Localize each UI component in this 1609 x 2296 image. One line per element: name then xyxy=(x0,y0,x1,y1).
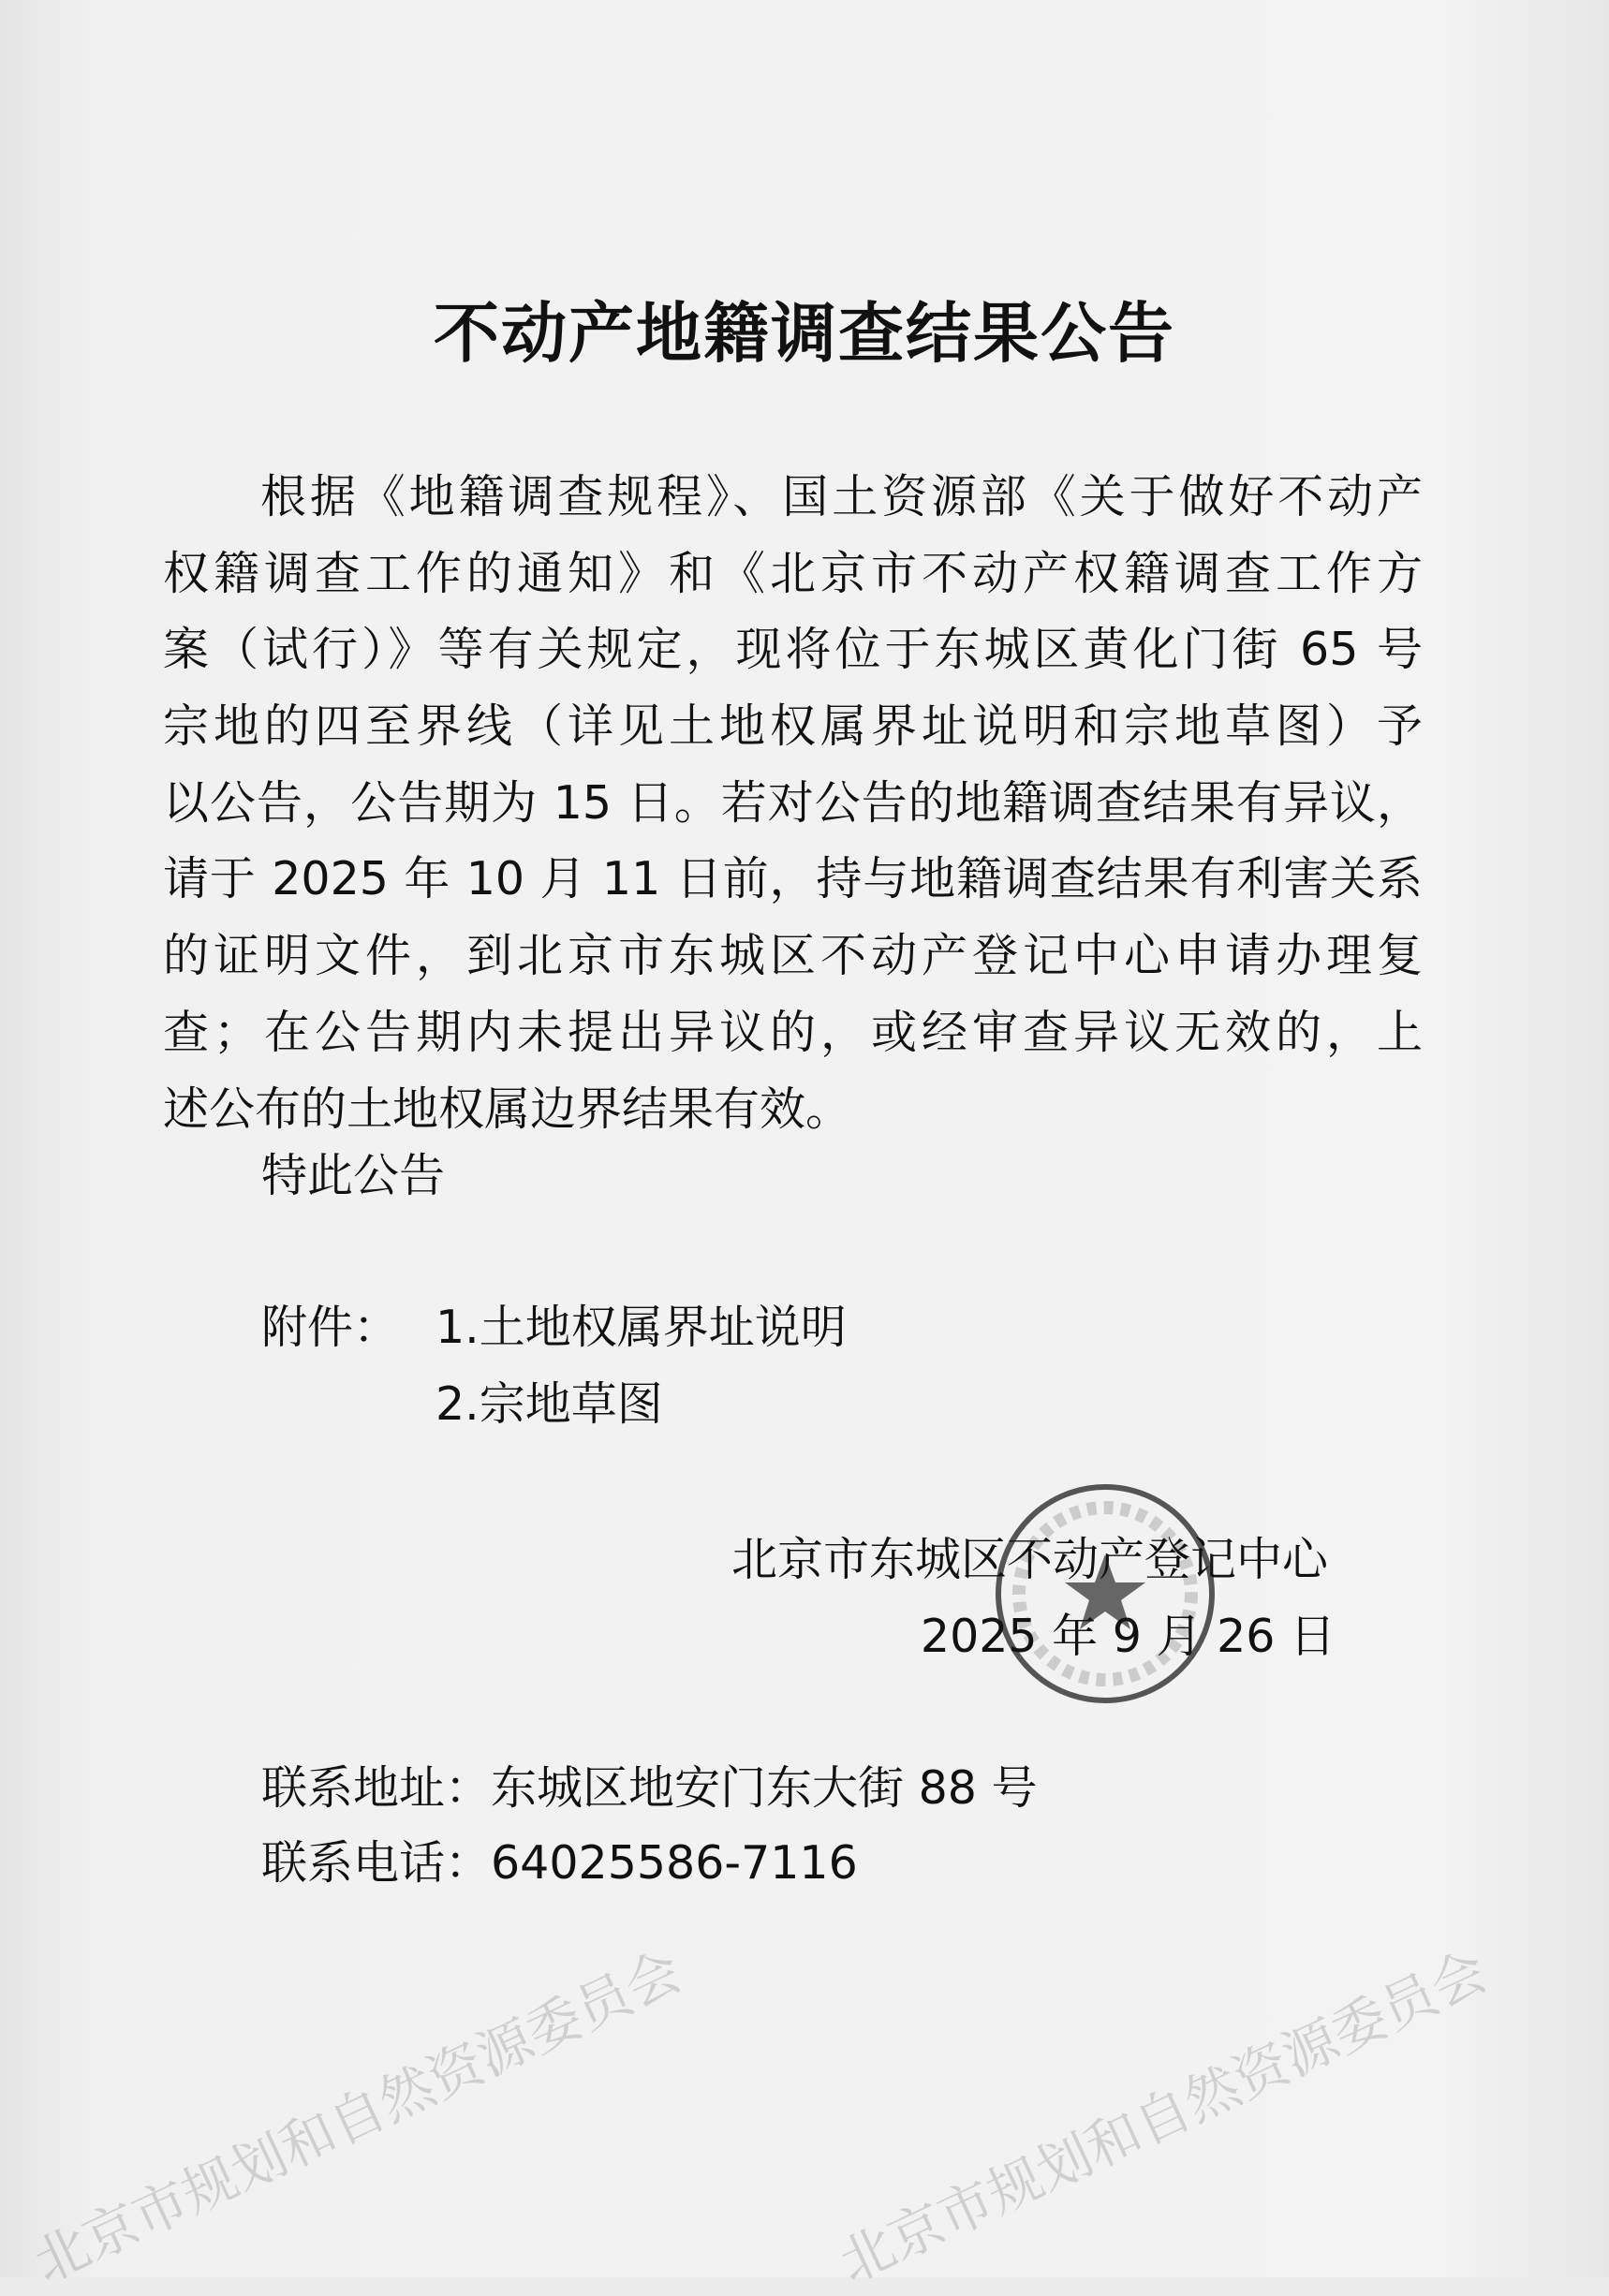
contact-address: 联系地址：东城区地安门东大街 88 号 xyxy=(261,1761,1038,1815)
signature-date: 2025 年 9 月 26 日 xyxy=(920,1610,1336,1663)
body-line: 宗地的四至界线（详见土地权属界址说明和宗地草图）予 xyxy=(163,699,1423,754)
attachments-label: 附件： xyxy=(261,1301,400,1354)
contact-phone: 联系电话：64025586-7116 xyxy=(261,1836,858,1890)
attachment-item: 2.宗地草图 xyxy=(435,1377,663,1431)
watermark: 北京市规划和自然资源委员会 xyxy=(23,1938,691,2295)
attachment-item: 1.土地权属界址说明 xyxy=(435,1301,847,1354)
body-line: 查；在公告期内未提出异议的，或经审查异议无效的，上 xyxy=(163,1005,1423,1059)
body-line: 以公告，公告期为 15 日。若对公告的地籍调查结果有异议， xyxy=(163,775,1423,830)
body-line: 述公布的土地权属边界结果有效。 xyxy=(163,1082,852,1136)
body-line: 请于 2025 年 10 月 11 日前，持与地籍调查结果有利害关系 xyxy=(163,852,1423,906)
body-line: 权籍调查工作的通知》和《北京市不动产权籍调查工作方 xyxy=(163,546,1423,600)
page-title: 不动产地籍调查结果公告 xyxy=(434,295,1175,372)
closing-text: 特此公告 xyxy=(261,1149,446,1202)
announcement-body xyxy=(163,459,1423,1147)
official-seal xyxy=(993,1481,1218,1706)
body-line: 根据《地籍调查规程》、国土资源部《关于做好不动产 xyxy=(260,470,1423,523)
watermark: 北京市规划和自然资源委员会 xyxy=(829,1938,1497,2295)
body-line: 的证明文件，到北京市东城区不动产登记中心申请办理复 xyxy=(163,929,1423,983)
body-line: 案（试行）》等有关规定，现将位于东城区黄化门街 65 号 xyxy=(163,623,1423,677)
signature-org: 北京市东城区不动产登记中心 xyxy=(731,1533,1328,1586)
